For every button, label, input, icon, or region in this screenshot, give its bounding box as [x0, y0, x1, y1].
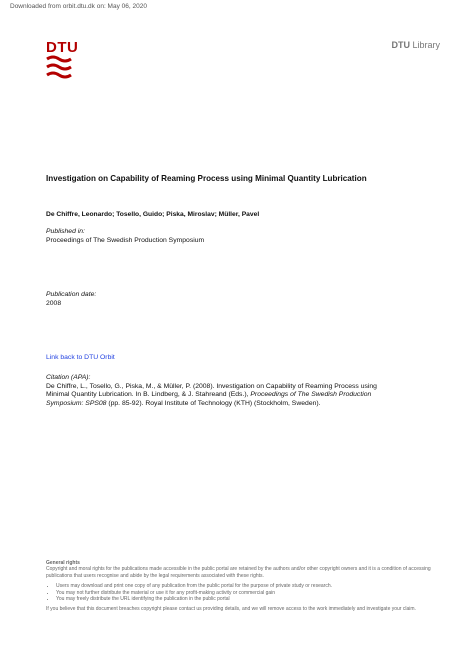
general-rights-bullet: • You may freely distribute the URL identifying the publication in the public portal — [56, 596, 442, 602]
published-in — [46, 228, 204, 245]
dtu-logo — [46, 39, 79, 86]
dtu-library-brand — [391, 40, 440, 50]
published-in-value: Proceedings of The Swedish Production Symposium — [46, 236, 205, 244]
citation-line-3a: Symposium: SPS08 — [46, 399, 107, 407]
document-title: Investigation on Capability of Reaming Process using Minimal Quantity Lubrication — [46, 174, 367, 183]
library-brand-dtu: DTU — [391, 40, 410, 50]
download-note: Downloaded from orbit.dtu.dk on: May 06, 2020 — [10, 3, 147, 10]
general-rights — [46, 560, 442, 613]
dtu-waves-icon — [46, 55, 72, 81]
publication-date-label: Publication date: — [46, 291, 97, 298]
dtu-logo-text: DTU — [46, 39, 79, 56]
general-rights-para-1: Copyright and moral rights for the publications made accessible in the public portal are retained by the authors and/or other copyright owners and it is a condition of accessing publications that users recognise and abide by the legal requirements associated with these rights. — [46, 566, 431, 579]
citation-line-2 — [46, 391, 456, 400]
citation — [46, 374, 456, 408]
citation-label: Citation (APA): — [46, 374, 91, 381]
published-in-label: Published in: — [46, 228, 85, 235]
general-rights-para-2: If you believe that this document breaches copyright please contact us providing details, and we will remove access to the work immediately and investigate your claim. — [46, 606, 416, 613]
publication-date — [46, 291, 96, 308]
publication-date-value: 2008 — [46, 299, 62, 307]
general-rights-list — [46, 583, 442, 602]
citation-line-3b: (pp. 85-92). Royal Institute of Technology (KTH) (Stockholm, Sweden). — [106, 399, 321, 407]
citation-line-2a: Minimal Quantity Lubrication. In B. Lindberg, & J. Stahreand (Eds.), — [46, 391, 251, 398]
library-brand-suffix: Library — [409, 40, 440, 50]
general-rights-bullet: • Users may download and print one copy of any publication from the public portal for the purpose of private study or research. — [56, 583, 442, 589]
general-rights-title: General rights — [46, 560, 80, 566]
general-rights-bullet: • You may not further distribute the material or use it for any profit-making activity or commercial gain — [56, 590, 442, 596]
link-back-to-orbit[interactable]: Link back to DTU Orbit — [46, 354, 115, 361]
authors: De Chiffre, Leonardo; Tosello, Guido; Piska, Miroslav; Müller, Pavel — [46, 211, 260, 218]
citation-line-3 — [46, 400, 456, 409]
citation-line-2b: Proceedings of The Swedish Production — [250, 391, 372, 398]
citation-line-1: De Chiffre, L., Tosello, G., Piska, M., & Müller, P. (2008). Investigation on Capability of Reaming Process using — [46, 382, 377, 390]
